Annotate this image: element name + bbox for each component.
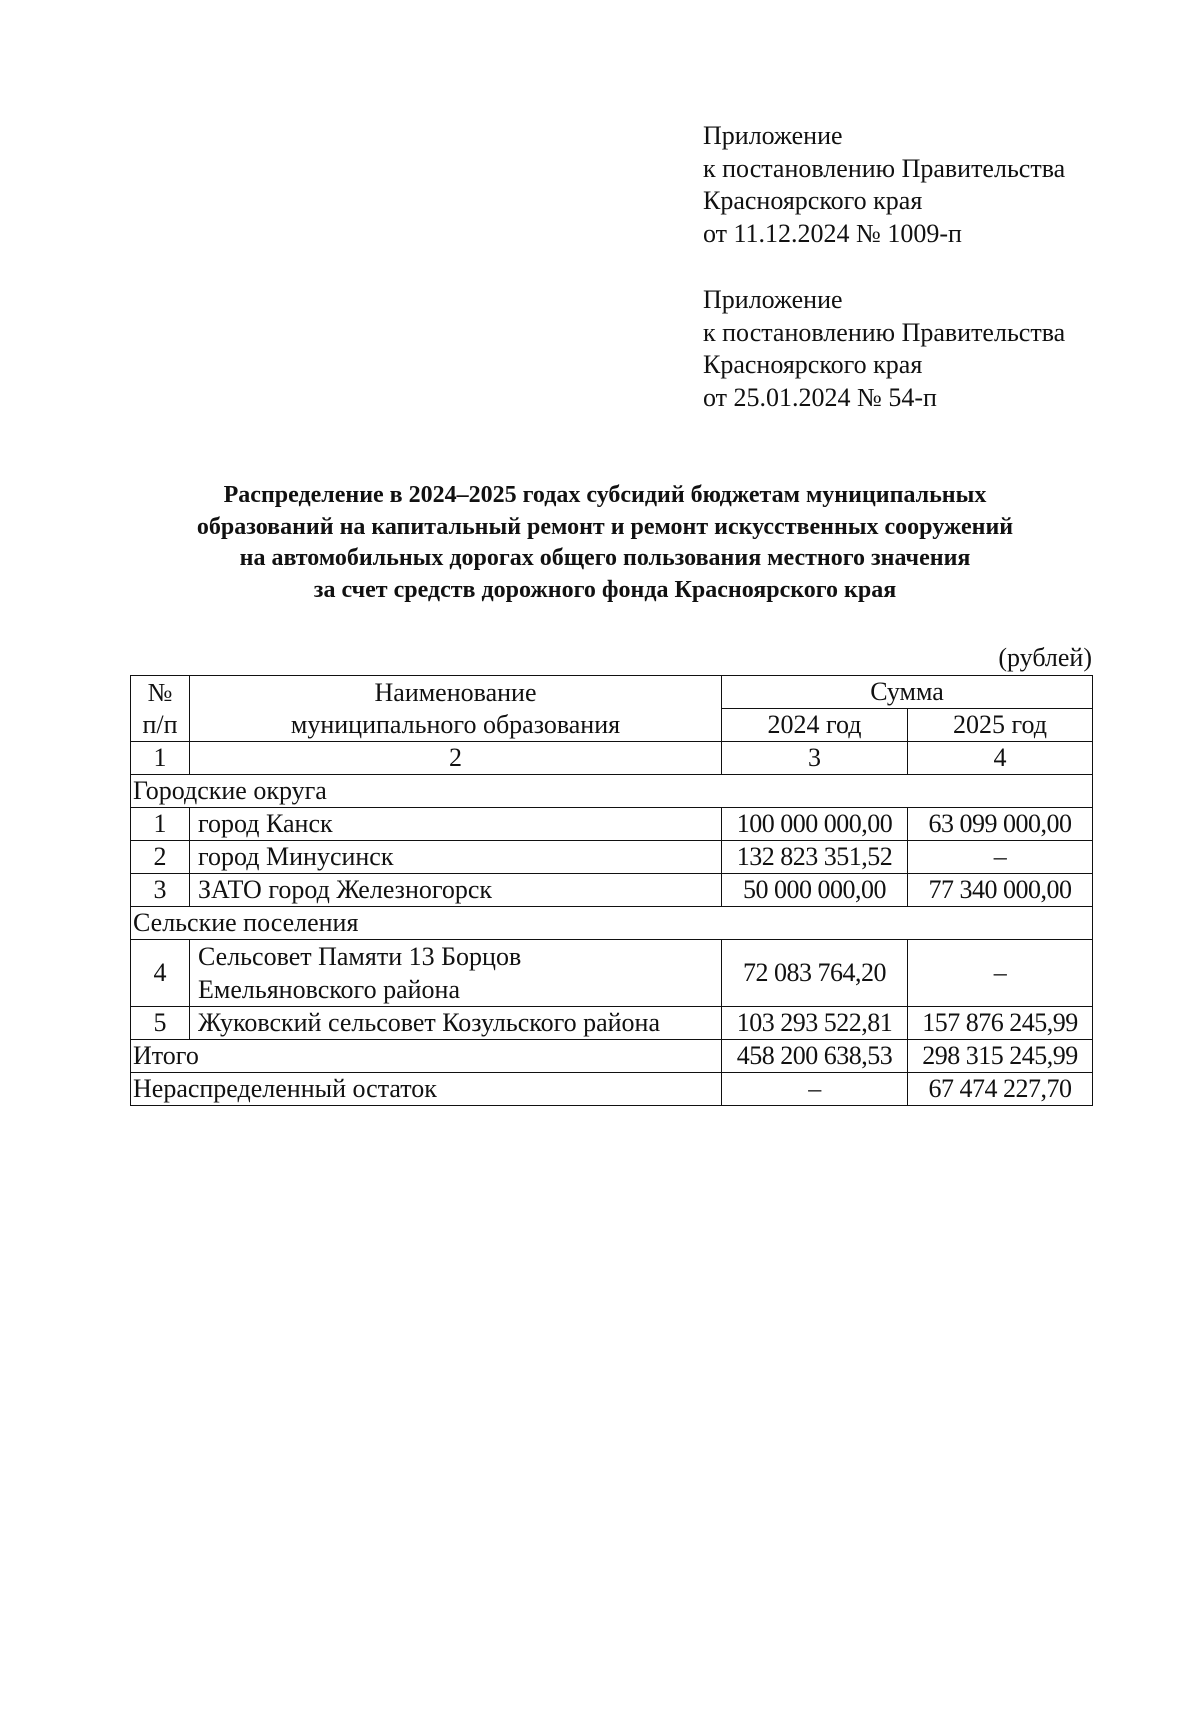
title-line: за счет средств дорожного фонда Красноярского края	[313, 576, 897, 603]
row-num: 1	[131, 808, 190, 841]
row-value-2025: –	[908, 940, 1093, 1007]
row-name: город Канск	[190, 808, 722, 841]
table-header-row	[131, 676, 1093, 709]
appendix-line: от 25.01.2024 № 54-п	[703, 382, 937, 412]
remainder-label: Нераспределенный остаток	[131, 1073, 722, 1106]
table-row	[131, 940, 1093, 1007]
total-label: Итого	[131, 1040, 722, 1073]
title-line: на автомобильных дорогах общего пользования местного значения	[239, 545, 971, 571]
total-row	[131, 1040, 1093, 1073]
remainder-value-2024: –	[722, 1073, 908, 1106]
distribution-table	[130, 675, 1093, 1106]
section-title: Городские округа	[131, 775, 1093, 808]
row-name-cell	[190, 940, 722, 1007]
row-value-2025: 63 099 000,00	[908, 808, 1093, 841]
row-num: 5	[131, 1007, 190, 1040]
header-num-cell	[131, 676, 190, 742]
document-title	[110, 480, 1100, 606]
row-name: Сельсовет Памяти 13 Борцов	[198, 942, 522, 971]
appendix-line: от 11.12.2024 № 1009-п	[703, 218, 962, 248]
row-value-2024: 100 000 000,00	[722, 808, 908, 841]
header-num: №	[147, 677, 173, 707]
header-year-2024: 2024 год	[722, 709, 908, 742]
table-row	[131, 1007, 1093, 1040]
appendix-line: Приложение	[703, 121, 843, 150]
column-number: 2	[190, 742, 722, 775]
appendix-line: Приложение	[703, 285, 843, 314]
appendix-line: Красноярского края	[703, 186, 923, 215]
row-num: 3	[131, 874, 190, 907]
header-name-cell	[190, 676, 722, 742]
section-title: Сельские поселения	[131, 907, 1093, 940]
row-name: город Минусинск	[190, 841, 722, 874]
column-number: 3	[722, 742, 908, 775]
title-line: образований на капитальный ремонт и ремонт искусственных сооружений	[196, 513, 1014, 540]
row-value-2024: 72 083 764,20	[722, 940, 908, 1007]
section-row-city-districts	[131, 775, 1093, 808]
total-value-2024: 458 200 638,53	[722, 1040, 908, 1073]
appendix-note-current	[703, 120, 1163, 250]
remainder-row	[131, 1073, 1093, 1106]
row-name: ЗАТО город Железногорск	[190, 874, 722, 907]
appendix-line: к постановлению Правительства	[703, 153, 1066, 183]
units-label: (рублей)	[998, 643, 1092, 672]
column-number: 4	[908, 742, 1093, 775]
row-value-2024: 132 823 351,52	[722, 841, 908, 874]
header-name: Наименование	[374, 677, 537, 707]
row-value-2024: 50 000 000,00	[722, 874, 908, 907]
row-num: 4	[131, 940, 190, 1007]
row-value-2025: 77 340 000,00	[908, 874, 1093, 907]
header-name: муниципального образования	[290, 709, 621, 739]
table-row	[131, 874, 1093, 907]
appendix-line: Красноярского края	[703, 350, 923, 379]
title-line: Распределение в 2024–2025 годах субсидий бюджетам муниципальных	[223, 482, 987, 508]
appendix-line: к постановлению Правительства	[703, 317, 1066, 347]
row-value-2025: –	[908, 841, 1093, 874]
header-sum: Сумма	[722, 676, 1093, 709]
row-value-2025: 157 876 245,99	[908, 1007, 1093, 1040]
appendix-note-original	[703, 284, 1163, 414]
table-row	[131, 841, 1093, 874]
header-year-2025: 2025 год	[908, 709, 1093, 742]
remainder-value-2025: 67 474 227,70	[908, 1073, 1093, 1106]
column-number: 1	[131, 742, 190, 775]
row-name: Емельяновского района	[198, 975, 460, 1004]
row-name: Жуковский сельсовет Козульского района	[190, 1007, 722, 1040]
total-value-2025: 298 315 245,99	[908, 1040, 1093, 1073]
header-num: п/п	[142, 709, 178, 739]
row-num: 2	[131, 841, 190, 874]
section-row-rural-settlements	[131, 907, 1093, 940]
table-row	[131, 808, 1093, 841]
column-numbers-row	[131, 742, 1093, 775]
row-value-2024: 103 293 522,81	[722, 1007, 908, 1040]
